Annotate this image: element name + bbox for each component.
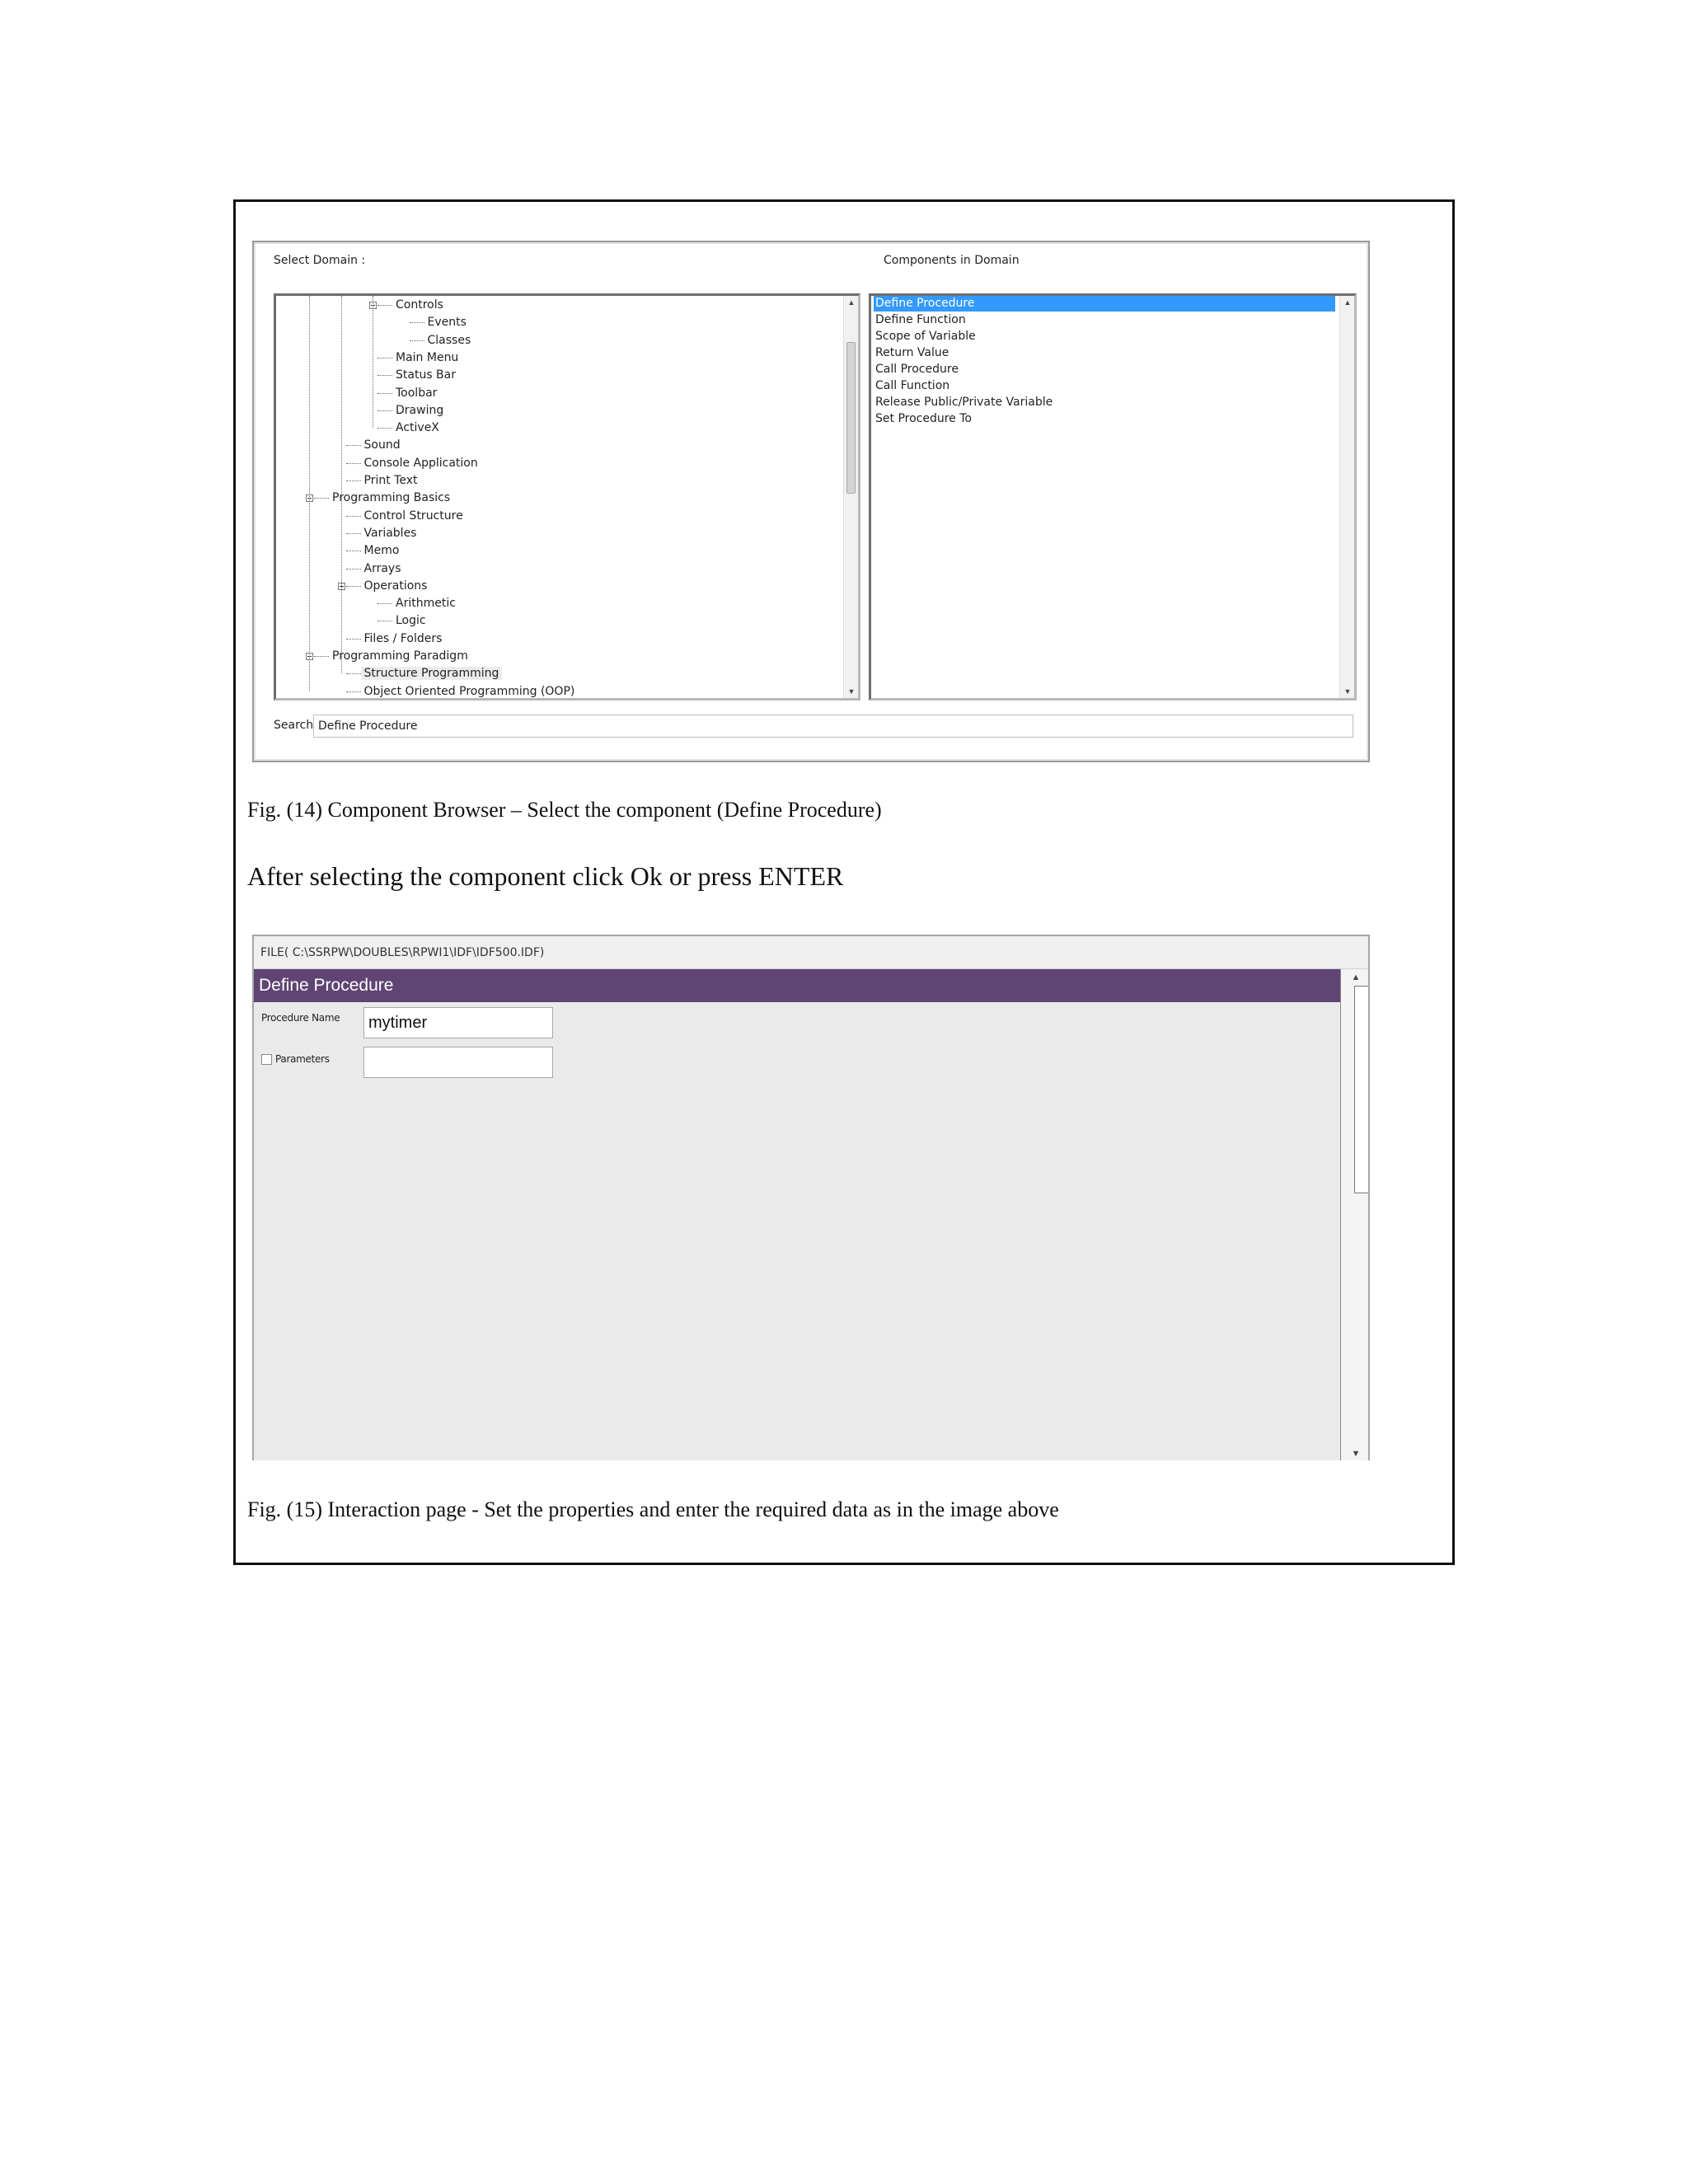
tree-connector	[346, 673, 361, 674]
tree-node[interactable]: Toolbar	[396, 386, 438, 400]
components-scroll-down-icon[interactable]: ▼	[1343, 687, 1352, 696]
components-in-domain-label: Components in Domain	[884, 254, 1020, 267]
tree-scroll-down-icon[interactable]: ▼	[847, 687, 856, 696]
component-browser	[252, 241, 1370, 762]
component-item[interactable]: Call Procedure	[875, 363, 959, 376]
component-item[interactable]: Return Value	[875, 346, 950, 359]
fig15-caption: Fig. (15) Interaction page - Set the properties and enter the required data as in the image above	[247, 1497, 1059, 1521]
component-item[interactable]: Set Procedure To	[875, 412, 972, 425]
tree-connector	[377, 428, 392, 429]
tree-scroll-thumb[interactable]	[846, 342, 856, 494]
procedure-name-label: Procedure Name	[261, 1012, 340, 1024]
tree-connector	[346, 463, 361, 464]
component-item[interactable]: Scope of Variable	[875, 330, 976, 343]
tree-connector	[410, 340, 424, 341]
tree-node[interactable]: Structure Programming	[361, 667, 503, 680]
interaction-page	[252, 935, 1370, 1460]
tree-node[interactable]: Drawing	[396, 403, 444, 417]
interaction-scrollbar[interactable]	[1340, 969, 1370, 1460]
parameters-input[interactable]	[363, 1047, 553, 1078]
tree-connector	[314, 656, 329, 657]
procedure-name-input[interactable]: mytimer	[363, 1007, 553, 1038]
tree-node[interactable]: Operations	[363, 579, 428, 593]
tree-connector	[377, 375, 392, 376]
tree-scroll-up-icon[interactable]: ▲	[847, 298, 856, 307]
tree-connector	[341, 296, 342, 673]
tree-node[interactable]: Programming Paradigm	[332, 649, 468, 663]
tree-node[interactable]: Memo	[363, 544, 400, 558]
tree-node[interactable]: Controls	[396, 298, 443, 312]
instruction-text: After selecting the component click Ok or press ENTER	[247, 861, 844, 891]
tree-connector	[377, 603, 392, 604]
interaction-scroll-up-icon[interactable]: ▲	[1351, 972, 1361, 982]
tree-connector	[346, 639, 361, 640]
tree-node[interactable]: Files / Folders	[363, 631, 443, 645]
component-item[interactable]: Define Procedure	[874, 296, 1335, 312]
tree-node[interactable]: Sound	[363, 438, 401, 452]
tree-scrollbar[interactable]	[843, 296, 858, 698]
tree-connector	[377, 358, 392, 359]
tree-node[interactable]: Classes	[427, 333, 471, 347]
tree-connector	[346, 691, 361, 692]
select-domain-label: Select Domain :	[274, 254, 366, 267]
tree-connector	[314, 498, 329, 499]
tree-connector	[377, 410, 392, 411]
tree-connector	[346, 533, 361, 534]
tree-connector	[377, 393, 392, 394]
tree-connector	[309, 296, 310, 691]
search-label: Search	[274, 719, 314, 732]
define-procedure-title: Define Procedure	[254, 969, 1340, 1002]
tree-node[interactable]: Arrays	[363, 561, 401, 575]
fig14-caption: Fig. (14) Component Browser – Select the component (Define Procedure)	[247, 798, 882, 822]
domain-tree[interactable]	[274, 293, 860, 701]
parameters-label: Parameters	[275, 1053, 330, 1065]
components-list[interactable]	[869, 293, 1357, 701]
components-scrollbar[interactable]	[1339, 296, 1354, 698]
tree-node[interactable]: Variables	[363, 526, 417, 540]
component-item[interactable]: Call Function	[875, 379, 950, 392]
components-scroll-up-icon[interactable]: ▲	[1343, 298, 1352, 307]
tree-connector	[410, 322, 424, 323]
tree-node[interactable]: Logic	[396, 614, 426, 628]
tree-connector	[377, 305, 392, 306]
tree-node[interactable]: Object Oriented Programming (OOP)	[363, 684, 575, 698]
tree-node[interactable]: Main Menu	[396, 350, 459, 364]
tree-node[interactable]: Programming Basics	[332, 491, 451, 505]
tree-node[interactable]: Events	[427, 316, 467, 330]
search-input[interactable]: Define Procedure	[313, 715, 1353, 738]
tree-node[interactable]: Console Application	[363, 456, 478, 470]
component-item[interactable]: Release Public/Private Variable	[875, 396, 1053, 409]
tree-node[interactable]: Status Bar	[396, 368, 457, 382]
interaction-scroll-down-icon[interactable]: ▼	[1351, 1449, 1361, 1459]
file-path-bar: FILE( C:\SSRPW\DOUBLES\RPWI1\IDF\IDF500.IDF)	[254, 936, 1368, 969]
tree-node[interactable]: Control Structure	[363, 509, 463, 523]
tree-node[interactable]: Print Text	[363, 474, 418, 487]
tree-node[interactable]: ActiveX	[396, 421, 439, 435]
component-item[interactable]: Define Function	[875, 313, 966, 326]
tree-connector	[346, 480, 361, 481]
tree-node[interactable]: Arithmetic	[396, 597, 456, 611]
tree-connector	[346, 516, 361, 517]
tree-connector	[346, 586, 361, 587]
tree-connector	[346, 445, 361, 446]
interaction-scroll-thumb[interactable]	[1354, 986, 1369, 1193]
parameters-checkbox[interactable]	[261, 1054, 272, 1065]
